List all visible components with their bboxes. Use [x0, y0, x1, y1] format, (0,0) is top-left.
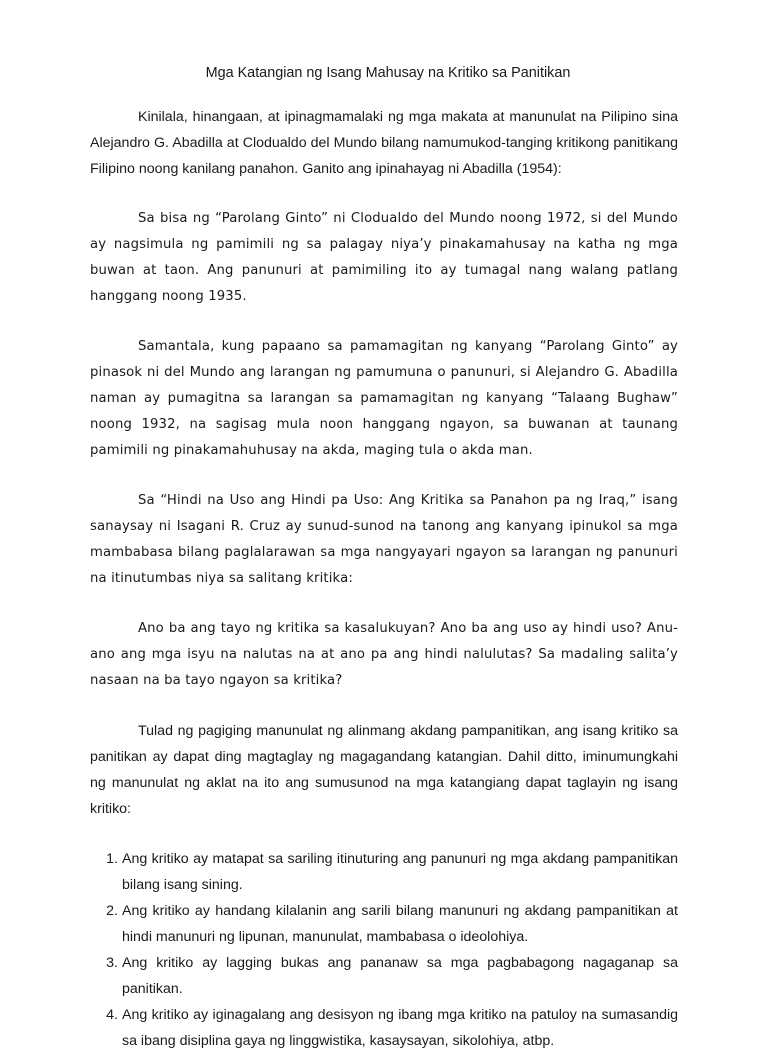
list-item-number: 2. [106, 903, 118, 919]
document-page [90, 60, 678, 1054]
paragraph-quote-continued: Samantala, kung papaano sa pamamagitan ng kanyang “Parolang Ginto” ay pinasok ni del Mundo ang larangan ng pamumuna o panunuri, si Alejandro G. Abadilla naman ay pumagitna sa larangan sa pamamagitan ng kanyang “Talaang Bughaw” noong 1932, na sagisag mula noon hanggang ngayon, sa buwanan at taunang pamimili ng pinakamahuhusay na akda, maging tula o akda man. [90, 339, 678, 458]
list-item [106, 898, 678, 950]
list-item-text: Ang kritiko ay lagging bukas ang pananaw sa mga pagbabagong nagaganap sa panitikan. [122, 955, 678, 997]
paragraph-intro: Kinilala, hinangaan, at ipinagmamalaki ng mga makata at manunulat na Pilipino sina Alejandro G. Abadilla at Clodualdo del Mundo bilang namumukod-tanging kritikong panitikang Filipino noong kanilang panahon. Ganito ang ipinahayag ni Abadilla (1954): [90, 109, 678, 177]
list-item-text: Ang kritiko ay matapat sa sariling itinuturing ang panunuri ng mga akdang pampanitikan bilang isang sining. [122, 851, 678, 893]
list-item-number: 3. [106, 955, 118, 971]
paragraph-cruz-questions: Ano ba ang tayo ng kritika sa kasalukuyan? Ano ba ang uso ay hindi uso? Anu-ano ang mga isyu na nalutas na at ano pa ang hindi nalulutas? Sa madaling salita’y nasaan na ba tayo ngayon sa kritika? [90, 621, 678, 688]
list-item [106, 1002, 678, 1054]
list-item-number: 4. [106, 1007, 118, 1023]
list-item-number: 1. [106, 851, 118, 867]
list-item [106, 846, 678, 898]
paragraph-cruz-intro: Sa “Hindi na Uso ang Hindi pa Uso: Ang Kritika sa Panahon pa ng Iraq,” isang sanaysay ni Isagani R. Cruz ay sunud-sunod na tanong ang kanyang ipinukol sa mga mambabasa bilang paglalarawan sa mga nangyayari ngayon sa larangan ng panunuri na itinutumbas niya sa salitang kritika: [90, 493, 678, 586]
paragraph-quote-abadilla: Sa bisa ng “Parolang Ginto” ni Clodualdo del Mundo noong 1972, si del Mundo ay nagsimula ng pamimili ng sa palagay niya’y pinakamahusay na katha ng mga buwan at taon. Ang panunuri at pamimiling ito ay tumagal nang walang patlang hanggang noong 1935. [90, 211, 678, 304]
paragraph-katangian-intro: Tulad ng pagiging manunulat ng alinmang akdang pampanitikan, ang isang kritiko sa panitikan ay dapat ding magtaglay ng magagandang katangian. Dahil ditto, iminumungkahi ng manunulat ng aklat na ito ang sumusunod na mga katangiang dapat taglayin ng isang kritiko: [90, 723, 678, 817]
list-item-text: Ang kritiko ay handang kilalanin ang sarili bilang manunuri ng akdang pampanitikan at hindi manunuri ng lipunan, manunulat, mambabasa o ideolohiya. [122, 903, 678, 945]
katangian-list [90, 846, 678, 1054]
list-item-text: Ang kritiko ay iginagalang ang desisyon ng ibang mga kritiko na patuloy na sumasandig sa ibang disiplina gaya ng linggwistika, kasaysayan, sikolohiya, atbp. [122, 1007, 678, 1049]
list-item [106, 950, 678, 1002]
document-title: Mga Katangian ng Isang Mahusay na Kritiko sa Panitikan [205, 65, 571, 81]
